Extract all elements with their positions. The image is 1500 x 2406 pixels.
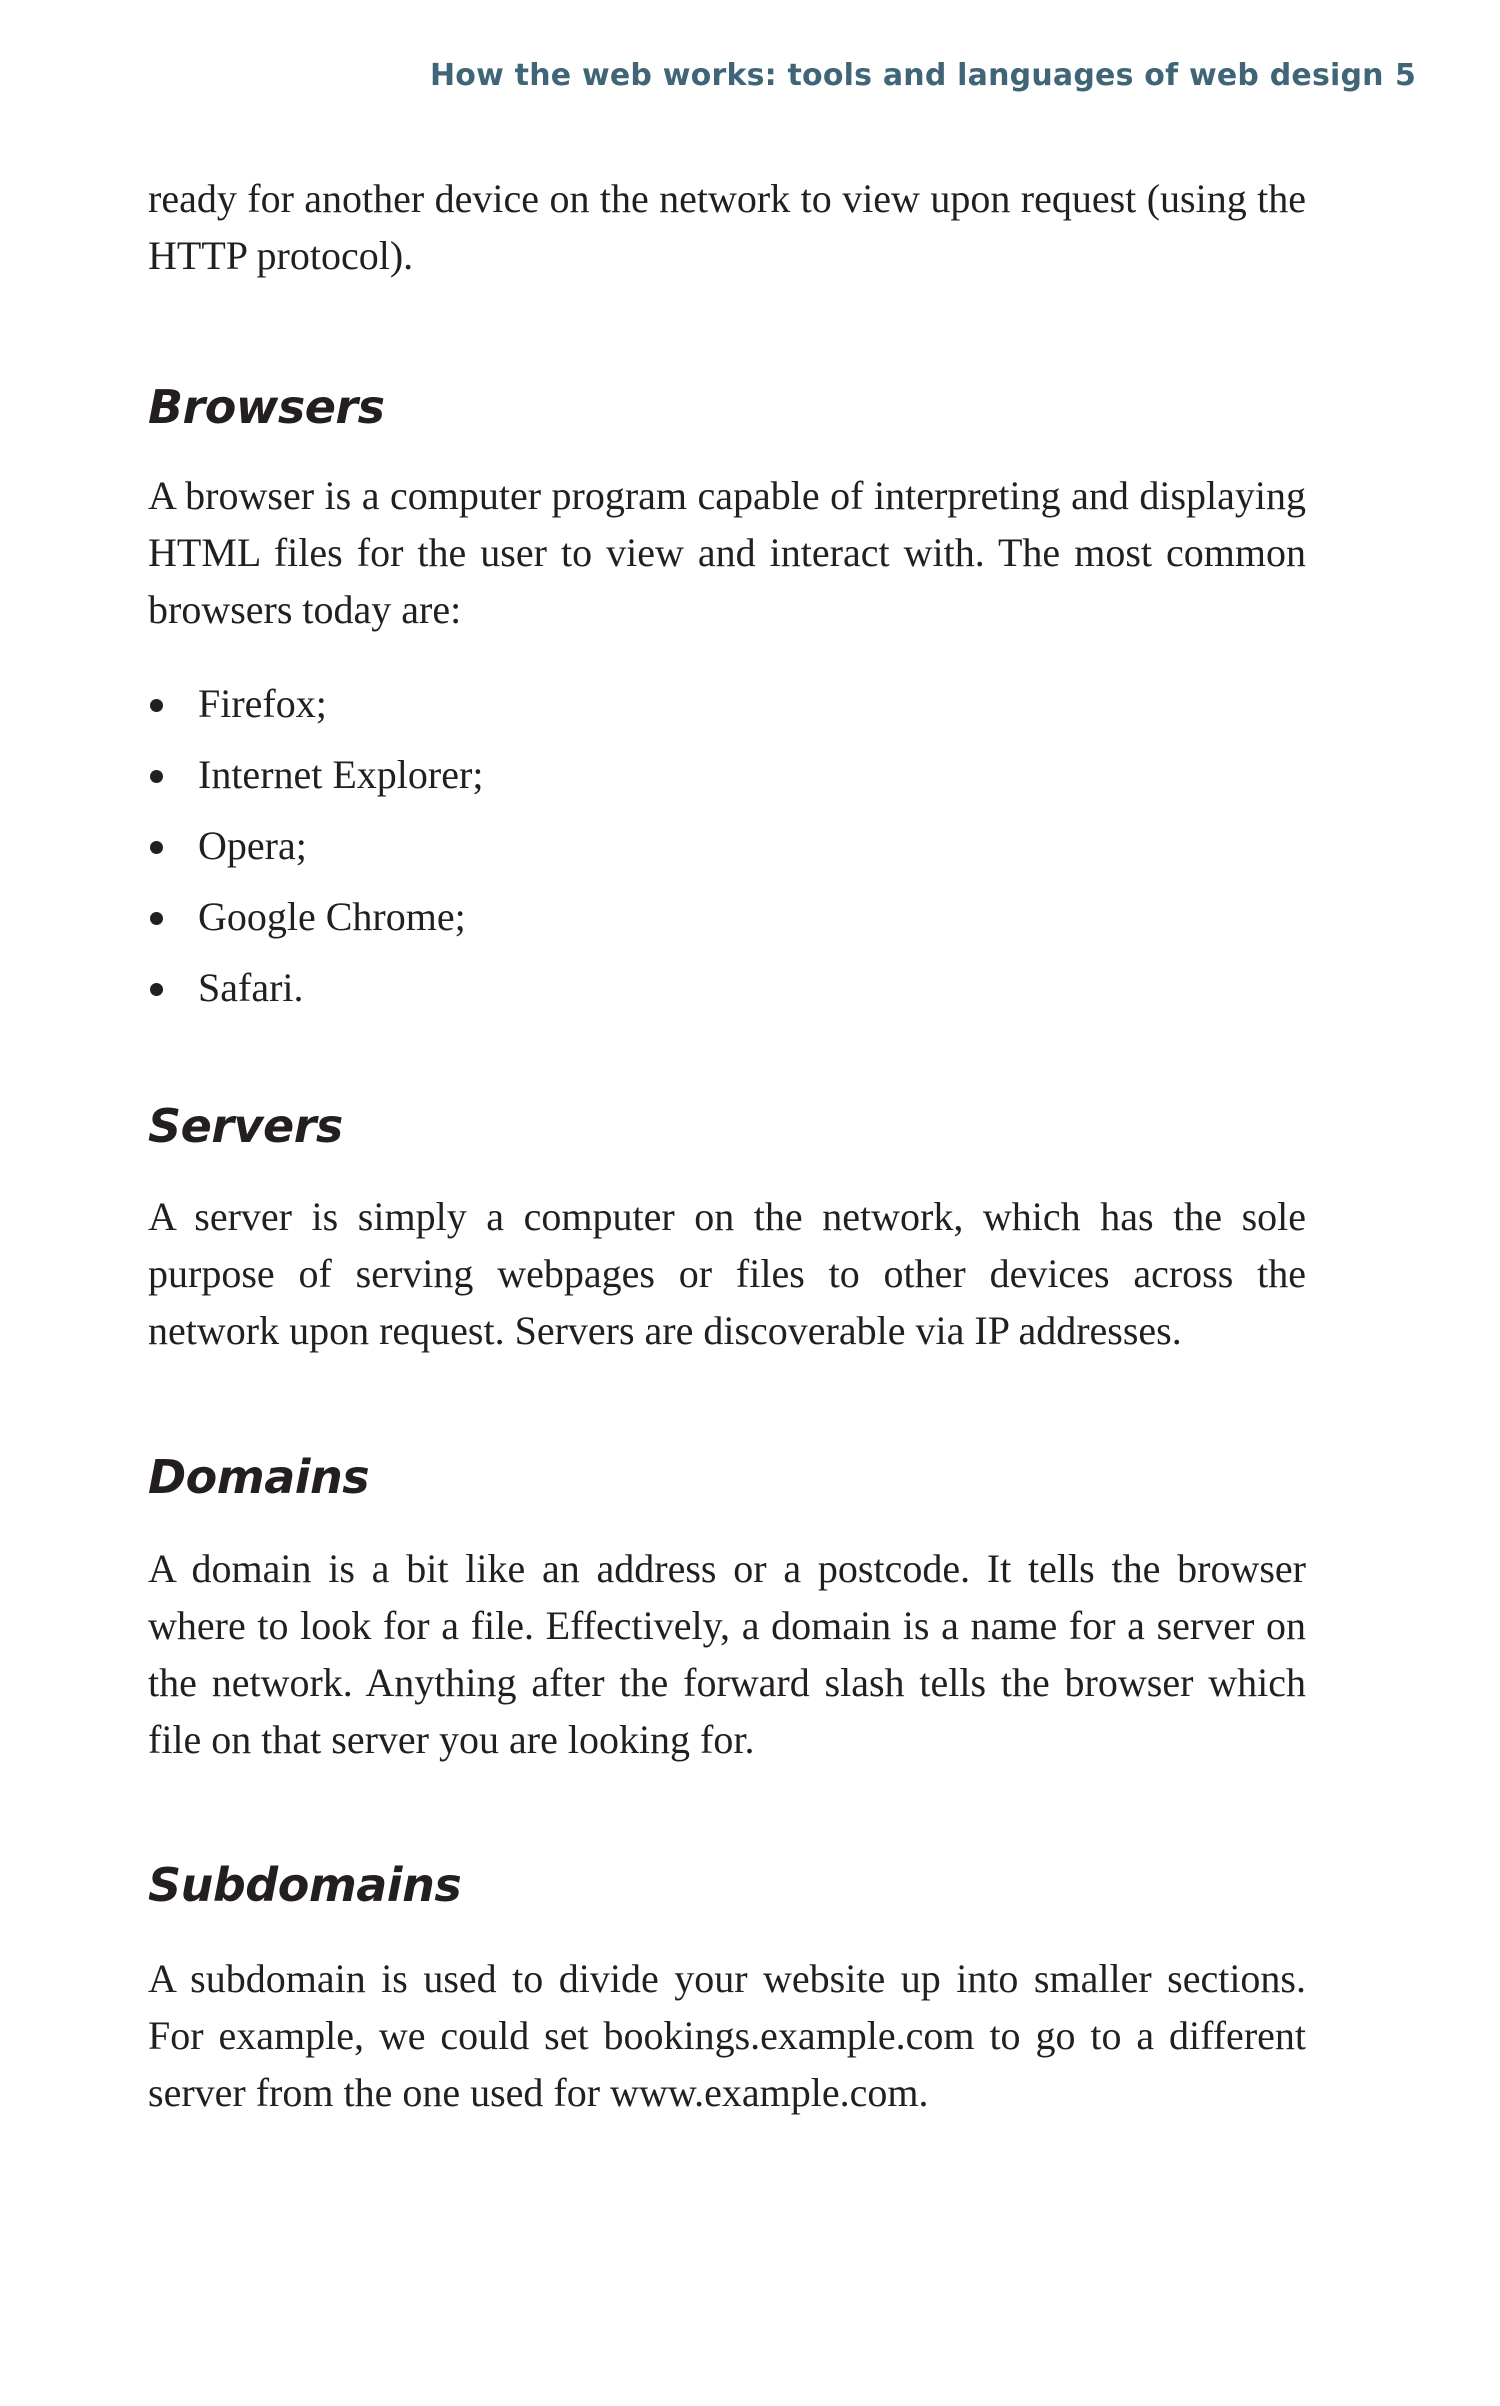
bullet-icon bbox=[150, 912, 163, 925]
list-item bbox=[148, 739, 483, 810]
domains-heading: Domains bbox=[148, 1450, 370, 1504]
servers-heading: Servers bbox=[148, 1099, 343, 1153]
page-number: 5 bbox=[1395, 58, 1416, 93]
list-item-label: Opera; bbox=[198, 823, 307, 868]
subdomains-heading: Subdomains bbox=[148, 1858, 462, 1912]
list-item bbox=[148, 810, 483, 881]
servers-paragraph: A server is simply a computer on the network, which has the sole purpose of serving webpages or files to other devices across the network upon request. Servers are discoverable via IP addresses. bbox=[148, 1194, 1306, 1353]
list-item bbox=[148, 668, 483, 739]
list-item bbox=[148, 881, 483, 952]
list-item-label: Firefox; bbox=[198, 681, 327, 726]
list-item-label: Safari. bbox=[198, 965, 304, 1010]
intro-paragraph: ready for another device on the network to view upon request (using the HTTP protocol). bbox=[148, 176, 1306, 278]
browsers-paragraph: A browser is a computer program capable of interpreting and displaying HTML files for the user to view and interact with. The most common browsers today are: bbox=[148, 473, 1306, 632]
subdomains-paragraph: A subdomain is used to divide your website up into smaller sections. For example, we could set bookings.example.com to go to a different server from the one used for www.example.com. bbox=[148, 1956, 1306, 2115]
domains-paragraph: A domain is a bit like an address or a postcode. It tells the browser where to look for a file. Effectively, a domain is a name for a server on the network. Anything after the forward slash tells the browser which file on that server you are looking for. bbox=[148, 1546, 1306, 1762]
list-item-label: Internet Explorer; bbox=[198, 752, 484, 797]
bullet-icon bbox=[150, 770, 163, 783]
bullet-icon bbox=[150, 699, 163, 712]
bullet-icon bbox=[150, 983, 163, 996]
list-item bbox=[148, 952, 483, 1023]
list-item-label: Google Chrome; bbox=[198, 894, 466, 939]
running-header: How the web works: tools and languages of web design bbox=[430, 58, 1384, 93]
bullet-icon bbox=[150, 841, 163, 854]
browsers-list bbox=[148, 668, 483, 1023]
browsers-heading: Browsers bbox=[148, 380, 385, 434]
